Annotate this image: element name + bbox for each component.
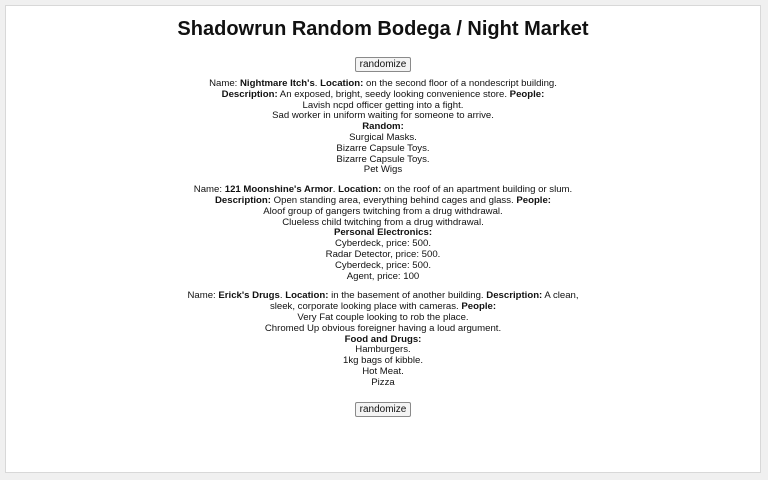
shop-2-item-1: Cyberdeck, price: 500.: [335, 238, 431, 250]
shop-1-header-line: Name: Nightmare Itch's. Location: on the second floor of a nondescript building.: [209, 78, 557, 89]
randomize-button-top[interactable]: randomize: [355, 57, 412, 72]
shop-1-person-2: Sad worker in uniform waiting for someone to arrive.: [272, 110, 494, 122]
shop-1-item-1: Surgical Masks.: [349, 131, 417, 143]
description-label: Description:: [215, 194, 271, 206]
shop-3-description-part-1: A clean,: [544, 290, 579, 302]
shop-1-category: Random:: [362, 121, 404, 133]
name-label: Name:: [187, 290, 216, 302]
people-label: People:: [516, 194, 551, 206]
shop-1-description-line: [183, 90, 583, 101]
page-title: Shadowrun Random Bodega / Night Market: [177, 18, 589, 40]
shop-1-item-2: Bizarre Capsule Toys.: [336, 142, 430, 154]
shop-3-name: Erick's Drugs: [218, 290, 280, 302]
name-label: Name:: [209, 78, 238, 89]
shop-1-item-3: Bizarre Capsule Toys.: [336, 153, 430, 165]
shop-3-item-3: Hot Meat.: [362, 365, 404, 377]
description-label: Description:: [221, 88, 278, 100]
shop-3-item-2: 1kg bags of kibble.: [342, 355, 423, 367]
shop-3: [183, 291, 583, 388]
description-label: Description:: [486, 290, 543, 302]
shop-3-description-part-2: sleek, corporate looking place with cameras.: [269, 301, 459, 313]
location-label: Location:: [338, 184, 382, 196]
shop-3-category: Food and Drugs:: [344, 333, 422, 345]
shop-2-person-2: Clueless child twitching from a drug withdrawal.: [282, 216, 484, 228]
shop-2-item-3: Cyberdeck, price: 500.: [335, 259, 431, 271]
location-label: Location:: [285, 290, 329, 302]
shop-2-location: on the roof of an apartment building or slum.: [383, 184, 573, 196]
top-button-row: [6, 54, 760, 72]
people-label: People:: [461, 301, 497, 313]
shop-3-header-line: Name: Erick's Drugs. Location: in the basement of another building. Description: A clean,: [187, 290, 579, 302]
shop-1: [183, 79, 583, 176]
shop-1-name: Nightmare Itch's: [240, 78, 315, 89]
name-label: Name:: [193, 184, 223, 196]
shop-2-name: 121 Moonshine's Armor: [224, 184, 333, 196]
shop-1-item-4: Pet Wigs: [363, 164, 403, 176]
shop-2-person-1: Aloof group of gangers twitching from a drug withdrawal.: [263, 205, 503, 217]
shop-2-description: Open standing area, everything behind cages and glass.: [273, 194, 514, 206]
page: [5, 5, 761, 473]
shop-2-category: Personal Electronics:: [333, 227, 433, 239]
shop-3-item-4: Pizza: [371, 376, 395, 388]
shop-2-header-line: Name: 121 Moonshine's Armor. Location: on the roof of an apartment building or slum.: [193, 184, 573, 196]
shop-1-person-1: Lavish ncpd officer getting into a fight.: [302, 99, 464, 111]
randomize-button-bottom[interactable]: randomize: [355, 402, 412, 417]
shop-2-item-2: Radar Detector, price: 500.: [325, 248, 441, 260]
shop-3-person-2: Chromed Up obvious foreigner having a loud argument.: [264, 322, 502, 334]
shop-1-location: on the second floor of a nondescript building.: [365, 78, 557, 89]
shop-1-description: An exposed, bright, seedy looking convenience store.: [279, 88, 507, 100]
shop-2-item-4: Agent, price: 100: [346, 270, 420, 282]
people-label: People:: [509, 88, 545, 100]
shop-3-location: in the basement of another building.: [331, 290, 484, 302]
bottom-button-row: [6, 399, 760, 417]
shop-2: [183, 185, 583, 282]
shop-3-person-1: Very Fat couple looking to rob the place.: [297, 311, 469, 323]
location-label: Location:: [320, 78, 364, 89]
shop-3-item-1: Hamburgers.: [355, 344, 411, 356]
